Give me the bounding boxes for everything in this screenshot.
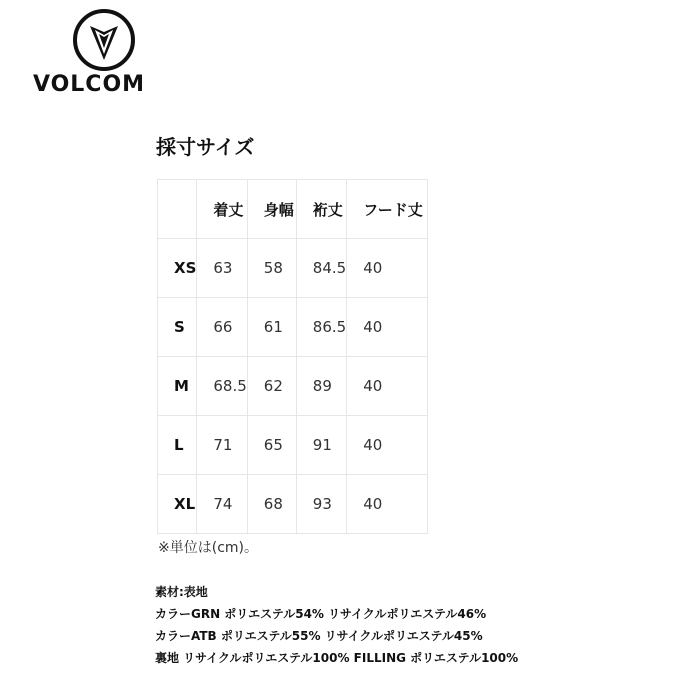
brand-wordmark: VOLCOM: [32, 72, 146, 97]
table-row: [158, 357, 428, 416]
size-table: [157, 179, 428, 534]
table-cell: 66: [197, 298, 247, 357]
table-row: [158, 475, 428, 534]
table-row: [158, 239, 428, 298]
table-cell: 62: [247, 357, 296, 416]
table-row: [158, 416, 428, 475]
table-header-cell-hood: フード丈: [347, 180, 428, 239]
table-cell: 74: [197, 475, 247, 534]
table-header-row: [158, 180, 428, 239]
table-cell: 68: [247, 475, 296, 534]
table-cell: 63: [197, 239, 247, 298]
table-cell: 40: [347, 357, 428, 416]
table-cell-size: XL: [158, 475, 197, 534]
table-cell: 40: [347, 416, 428, 475]
table-cell: 65: [247, 416, 296, 475]
table-cell: 91: [296, 416, 346, 475]
table-row: [158, 298, 428, 357]
volcom-stone-icon: [72, 8, 136, 72]
table-cell-size: XS: [158, 239, 197, 298]
table-cell: 86.5: [296, 298, 346, 357]
table-cell: 68.5: [197, 357, 247, 416]
table-cell: 71: [197, 416, 247, 475]
table-cell: 89: [296, 357, 346, 416]
table-cell: 40: [347, 475, 428, 534]
material-info: [155, 581, 518, 669]
table-cell: 40: [347, 298, 428, 357]
table-cell: 61: [247, 298, 296, 357]
table-cell: 58: [247, 239, 296, 298]
table-cell-size: L: [158, 416, 197, 475]
table-header-cell-length: 着丈: [197, 180, 247, 239]
table-header-cell-width: 身幅: [247, 180, 296, 239]
table-cell: 93: [296, 475, 346, 534]
material-heading: 素材:表地: [155, 585, 208, 599]
table-cell: 40: [347, 239, 428, 298]
material-line: カラーATB ポリエステル55% リサイクルポリエステル45%: [155, 629, 483, 643]
table-header-cell-corner: [158, 180, 197, 239]
unit-note: ※単位は(cm)。: [158, 540, 258, 556]
table-cell-size: M: [158, 357, 197, 416]
page-title: 採寸サイズ: [156, 135, 255, 159]
table-cell-size: S: [158, 298, 197, 357]
table-header-cell-sleeve: 裄丈: [296, 180, 346, 239]
brand-logo: [14, 8, 164, 96]
material-line: 裏地 リサイクルポリエステル100% FILLING ポリエステル100%: [155, 651, 519, 665]
material-line: カラーGRN ポリエステル54% リサイクルポリエステル46%: [155, 607, 487, 621]
table-cell: 84.5: [296, 239, 346, 298]
